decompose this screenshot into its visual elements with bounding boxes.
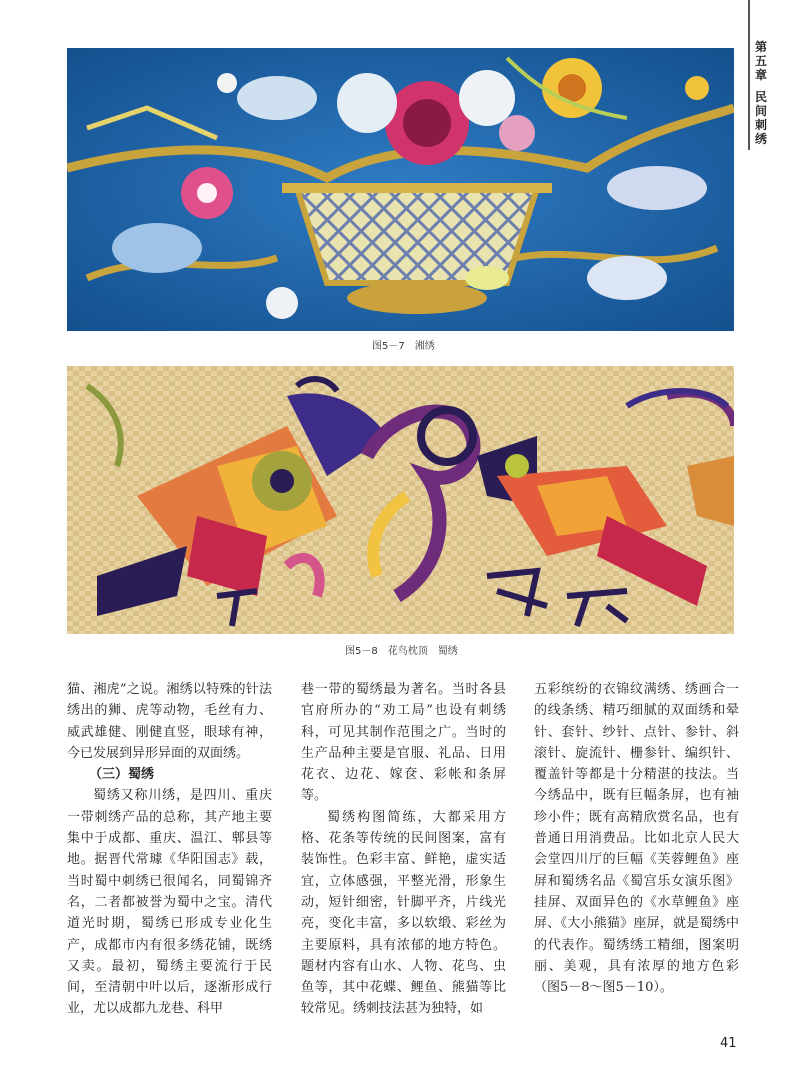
section-char: 绣	[754, 132, 767, 146]
paragraph: 五彩缤纷的衣锦纹满绣、绣画合一的线条绣、精巧细腻的双面绣和晕针、套针、纱针、点针、参针、斜滚针、旋流针、栅参针、编织针、覆盖针等都是十分精湛的技法。当今绣品中，既有巨幅条屏，也有袖珍小件；既有高精欣赏名品，也有普通日用消费品。比如北京人民大会堂四川厅的巨幅《芙蓉鲤鱼》座屏和蜀绣名品《蜀宫乐女演乐图》挂屏、双面异色的《水草鲤鱼》座屏、《大小熊猫》座屏，就是蜀绣中的代表作。蜀绣绣工精细，图案明丽、美观，具有浓厚的地方色彩（图5－8～图5－10）。	[534, 682, 739, 996]
paragraph: 猫、湘虎”之说。湘绣以特殊的针法绣出的狮、虎等动物，毛丝有力、威武雄健、刚健直竖，眼球有神，今已发展到异形异面的双面绣。	[67, 682, 272, 761]
figure-xiang-embroidery-photo	[67, 48, 734, 331]
figure-caption: 图5－7 湘绣	[372, 341, 435, 352]
section-char: 民	[754, 90, 767, 104]
paragraph: 巷一带的蜀绣最为著名。当时各县官府所办的“劝工局”也设有刺绣科，可见其制作范围之广。当时的生产品种主要是官服、礼品、日用花衣、边花、嫁奁、彩帐和条屏等。	[301, 682, 506, 804]
section-char: 间	[754, 104, 767, 118]
chapter-char: 章	[754, 68, 767, 82]
paragraph: 蜀绣又称川绣，是四川、重庆一带刺绣产品的总称，其产地主要集中于成都、重庆、温江、郫县等地。据晋代常璩《华阳国志》载，当时蜀中刺绣已很闻名，同蜀锦齐名，二者都被誉为蜀中之宝。清代道光时期，蜀绣已形成专业化生产，成都市内有很多绣花铺，既绣又卖。最初，蜀绣主要流行于民间，至清朝中叶以后，逐渐形成行业，尤以成都九龙巷、科甲	[67, 788, 272, 1017]
paragraph: 蜀绣构图简练，大都采用方格、花条等传统的民间图案，富有装饰性。色彩丰富、鲜艳，虚实适宜，立体感强，平整光滑，形象生动，短针细密，针脚平齐，片线光亮，变化丰富，多以软缎、彩丝为主要原料，具有浓郁的地方特色。题材内容有山水、人物、花鸟、虫鱼等，其中花蝶、鲤鱼、熊猫等比较常见。绣刺技法甚为独特，如	[301, 809, 506, 1017]
section-heading: （三）蜀绣	[89, 767, 155, 783]
section-char: 刺	[754, 118, 767, 132]
text-column-2	[301, 679, 506, 1020]
chapter-char: 五	[754, 54, 767, 68]
figure-caption: 图5－8 花鸟枕顶 蜀绣	[345, 646, 458, 657]
page-number: 41	[720, 1036, 737, 1051]
chapter-label	[754, 40, 768, 146]
text-column-3	[534, 679, 739, 998]
text-column-1	[67, 679, 272, 1020]
chapter-char: 第	[754, 40, 767, 54]
figure-shu-embroidery-photo	[67, 366, 734, 634]
